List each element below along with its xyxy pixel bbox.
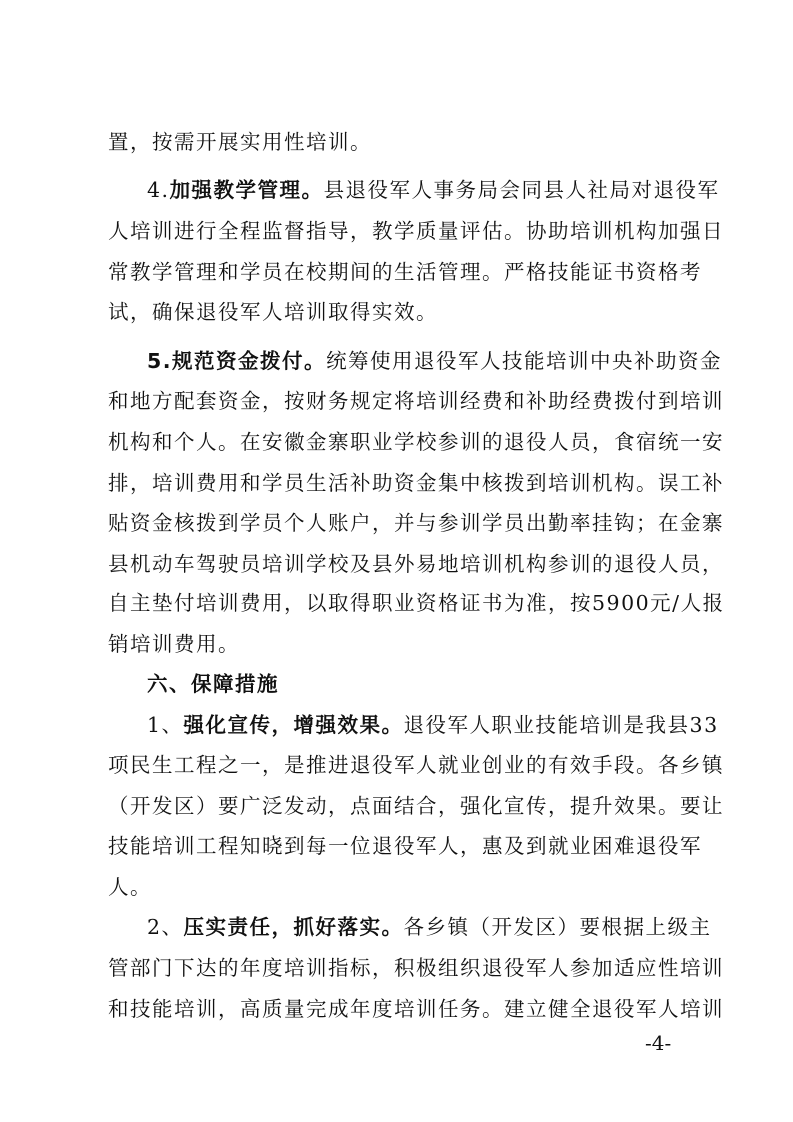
text-line — [108, 874, 152, 900]
text-line — [108, 551, 724, 577]
text-line — [147, 177, 720, 203]
text-line — [108, 299, 438, 325]
line-text: 排，培训费用和学员生活补助资金集中核拨到培训机构。误工补 — [108, 471, 724, 495]
text-line — [108, 955, 724, 981]
line-text: 县退役军人事务局会同县人社局对退役军 — [323, 178, 720, 202]
item-number: 2、 — [147, 915, 184, 939]
line-text: 退役军人职业技能培训是我县33 — [403, 713, 719, 737]
item-heading: 5.规范资金拨付。 — [147, 349, 327, 373]
line-text: 贴资金核拨到学员个人账户，并与参训学员出勤率挂钩；在金寨 — [108, 511, 724, 535]
text-line — [108, 470, 724, 496]
text-line — [108, 510, 724, 536]
line-text: （开发区）要广泛发动，点面结合，强化宣传，提升效果。要让 — [108, 794, 724, 818]
text-line — [108, 590, 725, 616]
page-number: -4- — [645, 1031, 672, 1055]
item-heading: 压实责任，抓好落实。 — [183, 915, 404, 939]
text-line — [147, 712, 719, 738]
line-text: 人培训进行全程监督指导，教学质量评估。协助培训机构加强日 — [108, 219, 724, 243]
line-text: 自主垫付培训费用，以取得职业资格证书为准，按5900元/人报 — [108, 591, 725, 615]
text-line — [108, 833, 702, 859]
text-line — [108, 793, 724, 819]
item-number: 1、 — [147, 713, 184, 737]
section-title: 六、保障措施 — [147, 672, 279, 696]
text-line — [147, 914, 712, 940]
line-text: 和地方配套资金，按财务规定将培训经费和补助经费拨付到培训 — [108, 389, 724, 413]
line-text: 县机动车驾驶员培训学校及县外易地培训机构参训的退役人员， — [108, 552, 724, 576]
line-text: 技能培训工程知晓到每一位退役军人，惠及到就业困难退役军 — [108, 834, 702, 858]
text-line — [147, 348, 722, 374]
line-text: 常教学管理和学员在校期间的生活管理。严格技能证书资格考 — [108, 260, 702, 284]
text-line — [108, 752, 724, 778]
section-heading — [147, 671, 279, 697]
line-text: 置，按需开展实用性培训。 — [108, 130, 372, 154]
line-text: 项民生工程之一，是推进退役军人就业创业的有效手段。各乡镇 — [108, 753, 724, 777]
text-line — [108, 631, 240, 657]
line-text: 和技能培训，高质量完成年度培训任务。建立健全退役军人培训 — [108, 997, 724, 1021]
line-text: 试，确保退役军人培训取得实效。 — [108, 300, 438, 324]
line-text: 各乡镇（开发区）要根据上级主 — [403, 915, 712, 939]
text-line — [108, 429, 724, 455]
item-number: 4. — [147, 178, 170, 202]
item-heading: 加强教学管理。 — [169, 178, 324, 202]
line-text: 管部门下达的年度培训指标，积极组织退役军人参加适应性培训 — [108, 956, 724, 980]
text-line — [108, 388, 724, 414]
line-text: 销培训费用。 — [108, 632, 240, 656]
line-text: 机构和个人。在安徽金寨职业学校参训的退役人员，食宿统一安 — [108, 430, 724, 454]
text-line — [108, 129, 372, 155]
text-line — [108, 259, 702, 285]
line-text: 统筹使用退役军人技能培训中央补助资金 — [326, 349, 723, 373]
item-heading: 强化宣传，增强效果。 — [183, 713, 404, 737]
line-text: 人。 — [108, 875, 152, 899]
text-line — [108, 218, 724, 244]
text-line — [108, 996, 724, 1022]
